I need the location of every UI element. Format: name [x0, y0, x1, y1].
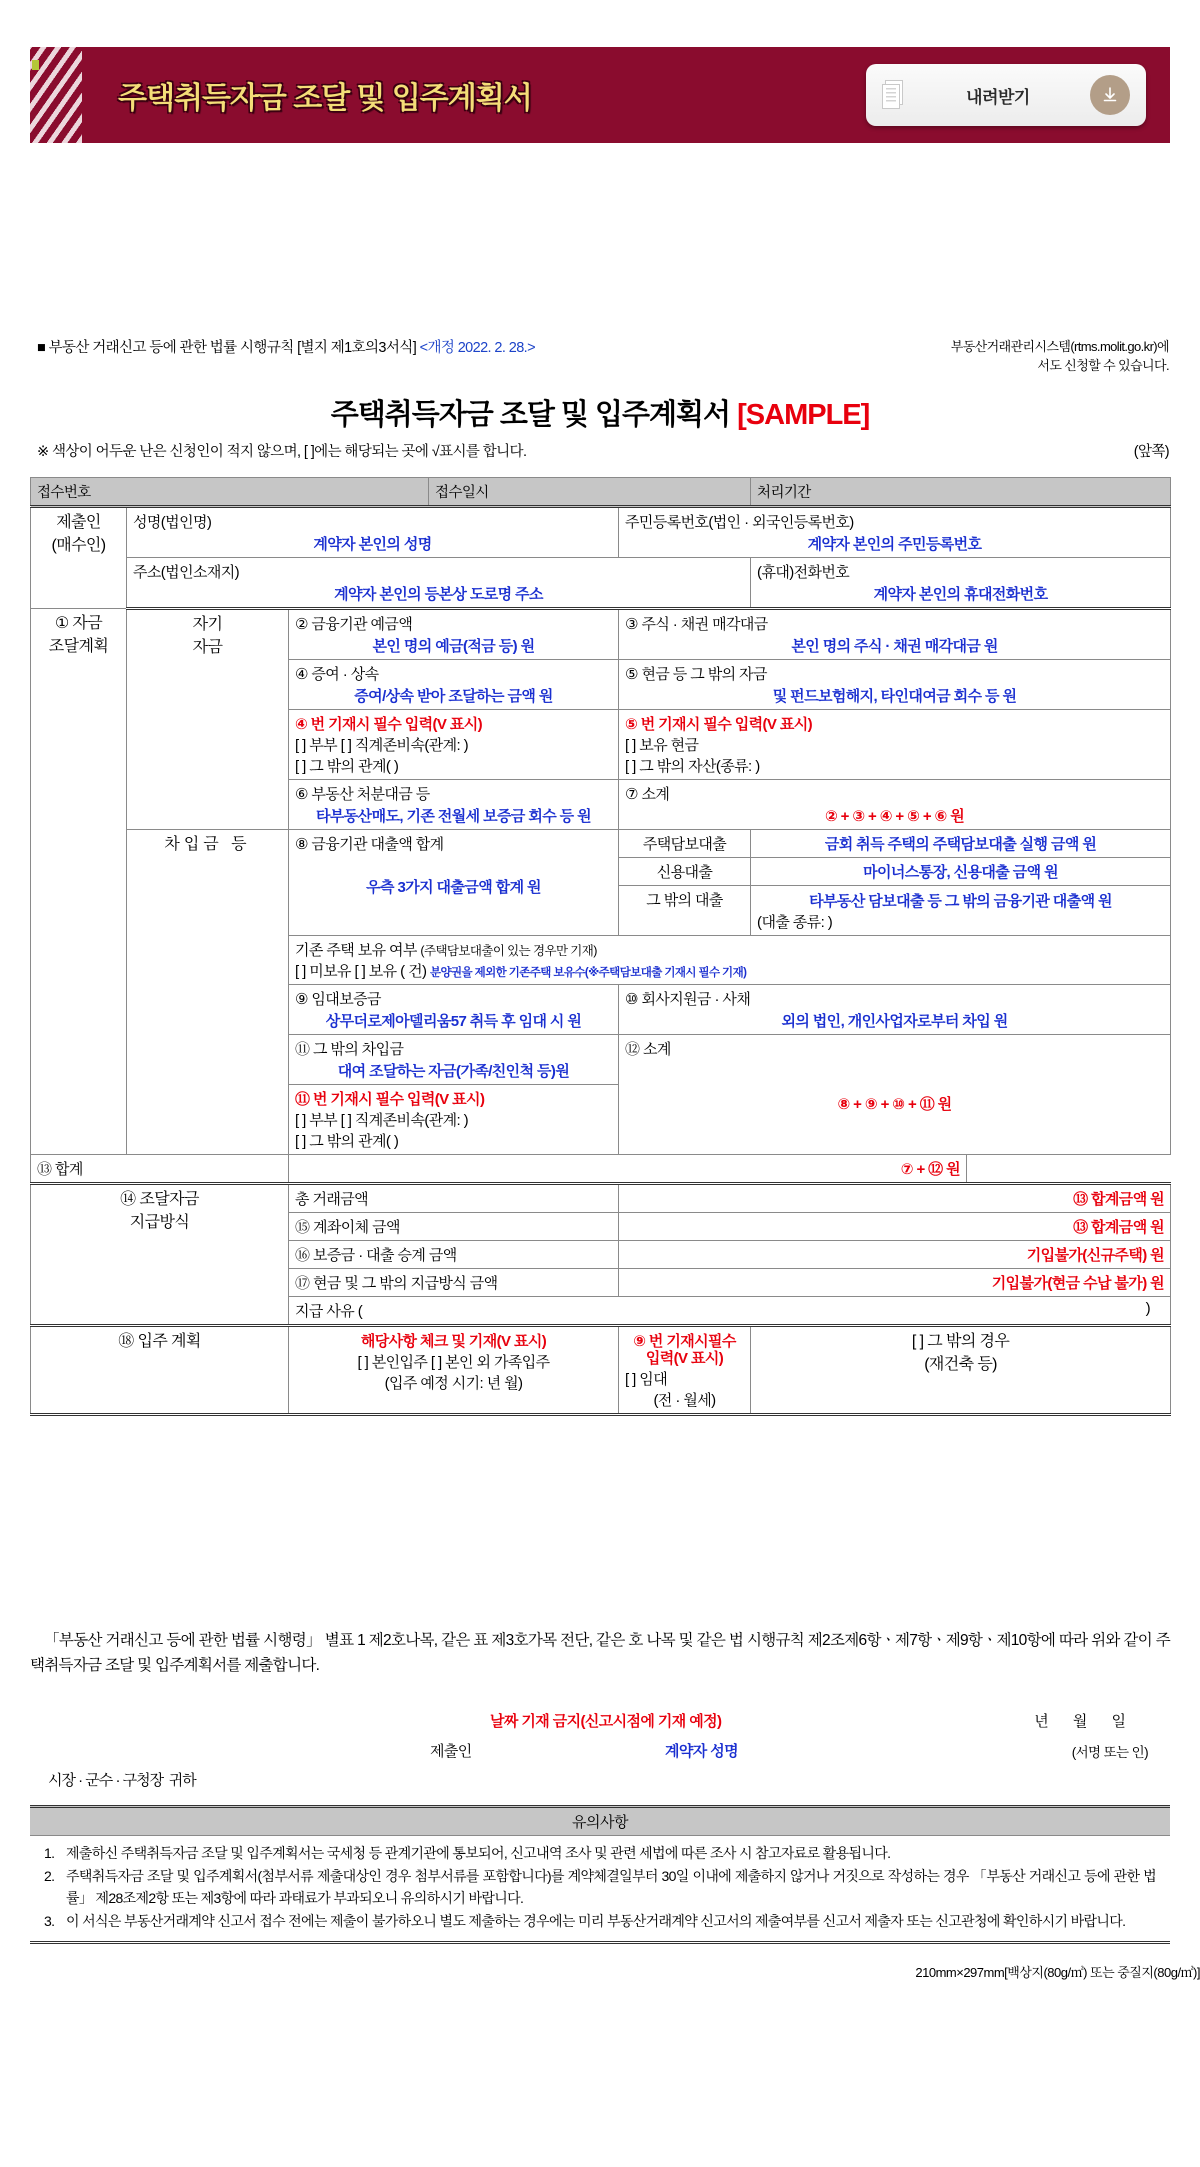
submission-statement [30, 1628, 1170, 1678]
item5-asset-option-2[interactable]: [ ] 그 밖의 자산(종류: ) [625, 758, 760, 775]
movein-col2-sub: (전 · 월세) [653, 1392, 716, 1409]
addressee-suffix: 귀하 [168, 1772, 196, 1789]
download-button-label: 내려받기 [966, 87, 1030, 107]
notice-item [42, 1842, 1156, 1864]
item4-label: ④ 증여 · 상속 [295, 666, 379, 683]
item8-sub3-cell[interactable] [751, 886, 1171, 936]
borrowed-funds-label: 차입금 등 [127, 830, 289, 1155]
page-title [0, 392, 1200, 433]
item2-cell[interactable] [289, 609, 619, 660]
payment-reason-label: 지급 사유 ( [295, 1303, 363, 1320]
movein-plan-row [31, 1326, 1171, 1415]
item2-value: 본인 명의 예금(적금 등) 원 [372, 638, 535, 655]
submitter-phone-label: (휴대)전화번호 [757, 564, 850, 581]
item5-cell[interactable] [619, 660, 1171, 710]
existing-house-note: 분양권을 제외한 기존주택 보유수(※주택담보대출 기재시 필수 기재) [429, 967, 747, 979]
item8-value: 우측 3가지 대출금액 합계 원 [366, 879, 541, 896]
item9-value: 상무더로제아델리움57 취득 후 임대 시 원 [325, 1013, 582, 1030]
addressee [48, 1764, 196, 1792]
item12-label: ⑫ 소계 [625, 1041, 671, 1058]
item8-sub3-label: 그 밖의 대출 [619, 886, 751, 936]
item4-relation-option-1[interactable]: [ ] 부부 [ ] 직계존비속(관계: ) [295, 737, 469, 754]
existing-house-cell[interactable] [289, 936, 1171, 985]
notice-number: 2. [44, 1868, 55, 1885]
movein-col1-notice: 해당사항 체크 및 기재(V 표시) [360, 1333, 547, 1350]
item4-required-cell[interactable] [289, 710, 619, 780]
rtms-notice [839, 338, 1169, 376]
movein-self-cell[interactable] [289, 1326, 619, 1415]
item4-value: 증여/상속 받아 조달하는 금액 원 [354, 688, 553, 705]
item5-label: ⑤ 현금 등 그 밖의 자금 [625, 666, 767, 683]
item4-required-notice: ④ 번 기재시 필수 입력(V 표시) [295, 716, 483, 733]
payment-label-3: ⑰ 현금 및 그 밖의 지급방식 금액 [289, 1269, 619, 1297]
page-side-label: (앞쪽) [1133, 444, 1169, 460]
rtms-line-2: 서도 신청할 수 있습니다. [1037, 357, 1169, 373]
item8-sub1-label: 주택담보대출 [619, 830, 751, 858]
fill-instruction [37, 440, 1169, 461]
item8-sub2-value[interactable]: 마이너스통장, 신용대출 금액 원 [751, 858, 1171, 886]
item3-value: 본인 명의 주식 · 채권 매각대금 원 [791, 638, 998, 655]
item9-label: ⑨ 임대보증금 [295, 991, 381, 1008]
item6-value: 타부동산매도, 기존 전월세 보증금 회수 등 원 [316, 808, 592, 825]
item5-required-cell[interactable] [619, 710, 1171, 780]
submitter-signature-label: 제출인 [430, 1743, 472, 1760]
item5-asset-option-1[interactable]: [ ] 보유 현금 [625, 737, 699, 754]
item8-label: ⑧ 금융기관 대출액 합계 [295, 836, 444, 853]
movein-col1-options[interactable]: [ ] 본인입주 [ ] 본인 외 가족입주 [357, 1354, 550, 1371]
item7-label: ⑦ 소계 [625, 786, 670, 803]
payment-value-2: 기입불가(신규주택) 원 [619, 1241, 1171, 1269]
notice-text: 주택취득자금 조달 및 입주계획서(첨부서류 제출대상인 경우 첨부서류를 포함합니다)를 계약체결일부터 30일 이내에 제출하지 않거나 거짓으로 작성하는 경우 「부동산 거래신고 등에 관한 법률」 제28조제2항 또는 제3항에 따라 과태료가 부과되오니 유의하시기 바랍니다. [66, 1868, 1156, 1907]
item12-cell [619, 1035, 1171, 1155]
item4-cell[interactable] [289, 660, 619, 710]
notice-item [42, 1910, 1156, 1932]
submission-statement-text: 「부동산 거래신고 등에 관한 법률 시행령」 별표 1 제2호나목, 같은 표 제3호가목 전단, 같은 호 나목 및 같은 법 시행규칙 제2조제6항ㆍ제7항ㆍ제9항ㆍ제10항에 따라 위와 같이 주택취득자금 조달 및 입주계획서를 제출합니다. [30, 1632, 1170, 1675]
item4-relation-option-2[interactable]: [ ] 그 밖의 관계( ) [295, 758, 399, 775]
fill-instruction-text: ※ 색상이 어두운 난은 신청인이 적지 않으며, [ ]에는 해당되는 곳에 √표시를 합니다. [37, 444, 527, 460]
existing-house-label: 기존 주택 보유 여부 (주택담보대출이 있는 경우만 기재) [295, 942, 597, 959]
submitter-address-label: 주소(법인소재지) [133, 564, 240, 581]
payment-value-1: ⑬ 합계금액 원 [619, 1213, 1171, 1241]
submitter-row-label: 제출인 (매수인) [31, 507, 127, 609]
payment-reason-close: ) [1145, 1300, 1151, 1317]
submitter-name-cell[interactable] [127, 507, 619, 558]
item13-value: ⑦ + ⑫ 원 [289, 1155, 967, 1184]
date-warning: 날짜 기재 금지(신고시점에 기재 예정) [490, 1713, 722, 1730]
item3-cell[interactable] [619, 609, 1171, 660]
signature-date-row [490, 1710, 1170, 1731]
rtms-line-1: 부동산거래관리시스템(rtms.molit.go.kr)에 [950, 339, 1169, 354]
existing-house-options[interactable]: [ ] 미보유 [ ] 보유 ( 건) 분양권을 제외한 기존주택 보유수(※주택담보대출 기재시 필수 기재) [295, 963, 747, 980]
page-title-text: 주택취득자금 조달 및 입주계획서 [330, 399, 738, 431]
receipt-date-label: 접수일시 [429, 478, 751, 507]
sample-tag: [SAMPLE] [737, 399, 870, 431]
item11-relation-option-1[interactable]: [ ] 부부 [ ] 직계존비속(관계: ) [295, 1112, 469, 1129]
item8-sub1-value[interactable]: 금회 취득 주택의 주택담보대출 실행 금액 원 [751, 830, 1171, 858]
item11-required-cell[interactable] [289, 1085, 619, 1155]
document-icon [882, 80, 906, 110]
notice-text: 제출하신 주택취득자금 조달 및 입주계획서는 국세청 등 관계기관에 통보되어, 신고내역 조사 및 관련 세법에 따른 조사 시 참고자료로 활용됩니다. [66, 1845, 891, 1861]
law-reference: ■ 부동산 거래신고 등에 관한 법률 시행규칙 [별지 제1호의3서식] <개정 2022. 2. 28.> [37, 340, 535, 356]
receipt-header-row [31, 478, 1171, 507]
date-ymd-fields[interactable]: 년 월 일 [1034, 1713, 1136, 1730]
movein-other-cell[interactable] [751, 1326, 1171, 1415]
item5-required-notice: ⑤ 번 기재시 필수 입력(V 표시) [625, 716, 813, 733]
movein-section-label: ⑱ 입주 계획 [31, 1326, 289, 1415]
item2-item3-row [31, 609, 1171, 660]
submitter-phone-value: 계약자 본인의 휴대전화번호 [873, 586, 1048, 603]
item10-label: ⑩ 회사지원금 · 사채 [625, 991, 751, 1008]
addressee-title: 시장 · 군수 · 구청장 [48, 1772, 164, 1789]
notices-title: 유의사항 [30, 1805, 1170, 1836]
submitter-phone-cell[interactable] [751, 558, 1171, 609]
movein-col3-option[interactable]: [ ] 그 밖의 경우 [911, 1333, 1010, 1350]
payment-label-0: 총 거래금액 [289, 1184, 619, 1213]
item11-relation-option-2[interactable]: [ ] 그 밖의 관계( ) [295, 1133, 399, 1150]
notice-text: 이 서식은 부동산거래계약 신고서 접수 전에는 제출이 불가하오니 별도 제출하는 경우에는 미리 부동산거래계약 신고서의 제출여부를 신고서 제출자 또는 신고관청에 확인하시기 바랍니다. [66, 1913, 1126, 1930]
item11-required-notice: ⑪ 번 기재시 필수 입력(V 표시) [295, 1091, 485, 1108]
submitter-rrn-value: 계약자 본인의 주민등록번호 [807, 536, 982, 553]
notice-item [42, 1865, 1156, 1909]
payment-row-1 [31, 1184, 1171, 1213]
notices-box [30, 1805, 1170, 1944]
payment-reason-cell[interactable] [289, 1297, 1171, 1326]
item11-label: ⑪ 그 밖의 차입금 [295, 1041, 404, 1058]
payment-label-2: ⑯ 보증금 · 대출 승계 금액 [289, 1241, 619, 1269]
submitter-name-row [31, 507, 1171, 558]
submitter-signature-name[interactable]: 계약자 성명 [665, 1743, 739, 1760]
notice-number: 1. [44, 1845, 55, 1861]
own-funds-label: 자기 자금 [127, 609, 289, 830]
item2-label: ② 금융기관 예금액 [295, 616, 413, 633]
processing-period-label: 처리기간 [751, 478, 1171, 507]
banner-stripe-decoration [30, 47, 82, 143]
item11-cell[interactable] [289, 1035, 619, 1085]
item3-label: ③ 주식 · 채권 매각대금 [625, 616, 768, 633]
item6-cell[interactable] [289, 780, 619, 830]
download-icon [1090, 75, 1130, 115]
item10-cell[interactable] [619, 985, 1171, 1035]
item13-total-row [31, 1155, 1171, 1184]
download-button[interactable] [866, 64, 1146, 126]
notices-list [30, 1836, 1170, 1939]
notices-bottom-rule [30, 1941, 1170, 1944]
revision-date: <개정 2022. 2. 28.> [419, 340, 535, 356]
funding-plan-table [30, 477, 1171, 1416]
item13-label: ⑬ 합계 [31, 1155, 289, 1184]
submitter-name-value: 계약자 본인의 성명 [313, 536, 432, 553]
movein-col2-option[interactable]: [ ] 임대 [625, 1371, 668, 1388]
item5-value: 및 펀드보험해지, 타인대여금 회수 등 원 [772, 688, 1017, 705]
item7-value: ② + ③ + ④ + ⑤ + ⑥ 원 [824, 808, 965, 825]
banner-title: 주택취득자금 조달 및 입주계획서 [118, 82, 532, 115]
movein-col2-notice-2: 입력(V 표시) [645, 1350, 724, 1367]
submitter-rrn-label: 주민등록번호(법인 · 외국인등록번호) [625, 514, 854, 531]
movein-col3-sub: (재건축 등) [924, 1356, 997, 1374]
funding-plan-section-label: ① 자금 조달계획 [31, 609, 127, 1155]
item8-cell[interactable] [289, 830, 619, 936]
item8-row-1 [31, 830, 1171, 858]
item10-value: 외의 법인, 개인사업자로부터 차입 원 [781, 1013, 1008, 1030]
submitter-address-row [31, 558, 1171, 609]
movein-col2-notice-1: ⑨ 번 기재시필수 [633, 1333, 736, 1350]
receipt-number-label: 접수번호 [31, 478, 429, 507]
page-banner [30, 47, 1170, 143]
paper-specification: 210mm×297mm[백상지(80g/㎡) 또는 중질지(80g/㎡)] [915, 1965, 1200, 1980]
item9-cell[interactable] [289, 985, 619, 1035]
submitter-name-label: 성명(법인명) [133, 514, 212, 531]
payment-value-3: 기입불가(현금 수납 불가) 원 [619, 1269, 1171, 1297]
movein-col1-schedule[interactable]: (입주 예정 시기: 년 월) [384, 1375, 523, 1392]
movein-rent-cell[interactable] [619, 1326, 751, 1415]
item12-value: ⑧ + ⑨ + ⑩ + ⑪ 원 [837, 1096, 952, 1113]
payment-label-1: ⑮ 계좌이체 금액 [289, 1213, 619, 1241]
item7-cell [619, 780, 1171, 830]
payment-value-0: ⑬ 합계금액 원 [619, 1184, 1171, 1213]
signature-seal-hint: (서명 또는 인) [1071, 1745, 1148, 1760]
submitter-address-value: 계약자 본인의 등본상 도로명 주소 [334, 586, 543, 603]
form-meta-row [37, 338, 1169, 376]
item8-sub3-value: 타부동산 담보대출 등 그 밖의 금융기관 대출액 원 [809, 893, 1112, 910]
submitter-address-cell[interactable] [127, 558, 751, 609]
item8-sub3-loan-type[interactable]: (대출 종류: ) [757, 914, 833, 931]
existing-house-label-sub: (주택담보대출이 있는 경우만 기재) [420, 944, 597, 958]
item11-value: 대여 조달하는 자금(가족/친인척 등)원 [337, 1063, 570, 1080]
payment-section-label: ⑭ 조달자금 지급방식 [31, 1184, 289, 1326]
item8-sub2-label: 신용대출 [619, 858, 751, 886]
notice-number: 3. [44, 1913, 55, 1930]
submitter-rrn-cell[interactable] [619, 507, 1171, 558]
item6-label: ⑥ 부동산 처분대금 등 [295, 786, 430, 803]
